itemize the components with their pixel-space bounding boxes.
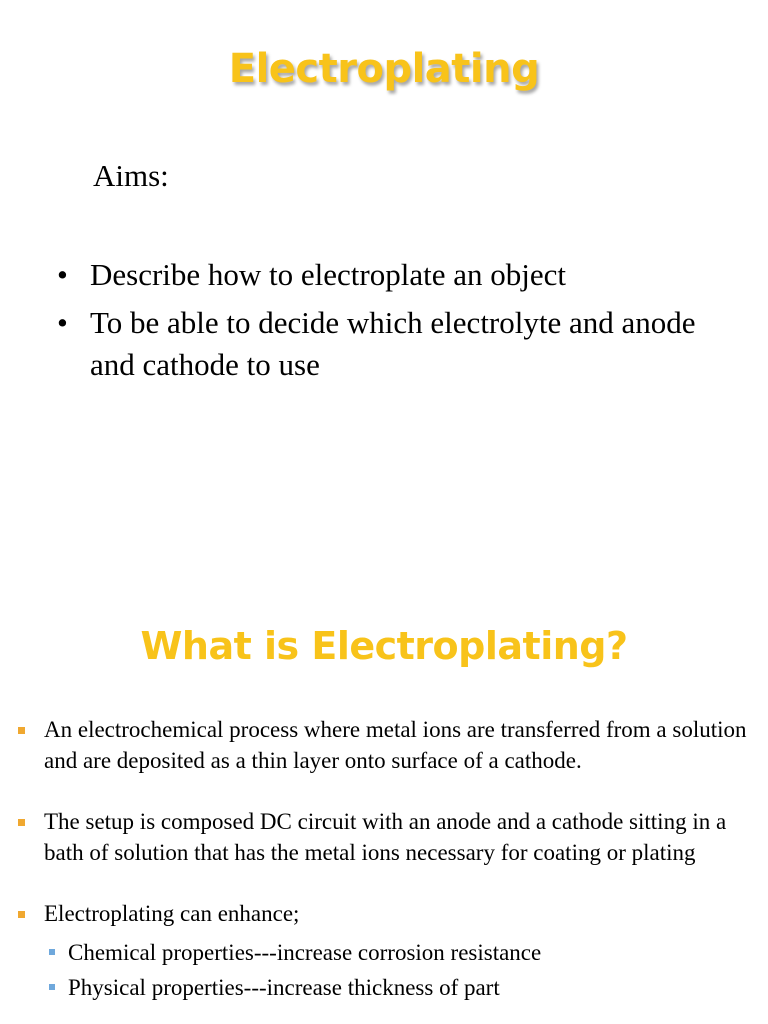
sub-list-item bbox=[44, 935, 764, 970]
square-bullet-icon bbox=[18, 911, 25, 918]
square-bullet-icon bbox=[18, 819, 25, 826]
square-bullet-icon bbox=[49, 949, 55, 955]
aims-label: Aims: bbox=[93, 158, 169, 193]
sub-point-text: Chemical properties---increase corrosion resistance bbox=[68, 940, 542, 965]
aims-list bbox=[57, 254, 737, 392]
point-text: Electroplating can enhance; bbox=[44, 901, 300, 926]
point-text: An electrochemical process where metal ions are transferred from a solution and are deposited as a thin layer onto surface of a cathode. bbox=[44, 717, 747, 773]
square-bullet-icon bbox=[49, 984, 55, 990]
content-list bbox=[14, 714, 764, 1005]
aim-text: To be able to decide which electrolyte and anode and cathode to use bbox=[90, 305, 696, 382]
list-item bbox=[14, 714, 764, 776]
list-item bbox=[14, 898, 764, 1005]
slide-title: What is Electroplating? bbox=[140, 624, 628, 668]
point-text: The setup is composed DC circuit with an anode and a cathode sitting in a bath of solution that has the metal ions necessary for coating or plating bbox=[44, 809, 727, 865]
square-bullet-icon bbox=[18, 727, 25, 734]
slide-title: Electroplating bbox=[228, 46, 540, 92]
sub-list bbox=[44, 935, 764, 1005]
bullet-icon: • bbox=[57, 257, 68, 292]
list-item bbox=[57, 302, 737, 386]
list-item bbox=[57, 254, 737, 296]
sub-point-text: Physical properties---increase thickness of part bbox=[68, 975, 500, 1000]
list-item bbox=[14, 806, 764, 868]
aim-text: Describe how to electroplate an object bbox=[90, 257, 566, 292]
sub-list-item bbox=[44, 970, 764, 1005]
bullet-icon: • bbox=[57, 305, 68, 340]
